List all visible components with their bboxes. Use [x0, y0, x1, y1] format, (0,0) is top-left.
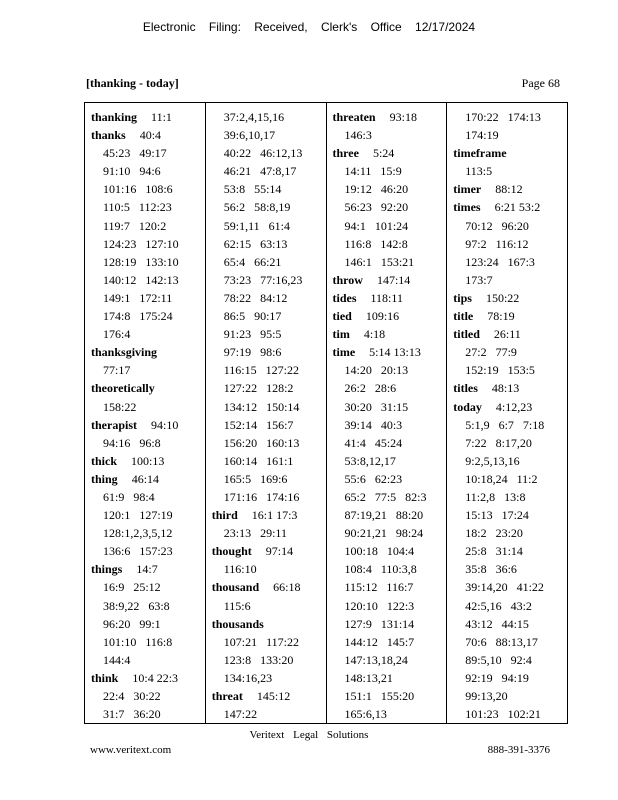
index-page-refs: 123:8 133:20 [223, 652, 294, 667]
index-page-refs: 37:2,4,15,16 [223, 110, 285, 124]
index-page-refs: 5:14 13:13 [369, 345, 421, 360]
index-page-refs: 25:8 31:14 [465, 544, 523, 559]
index-page-refs: 18:2 23:20 [465, 526, 523, 541]
index-page-refs: 61:9 98:4 [103, 489, 155, 504]
index-page-refs: 77:17 [103, 363, 131, 378]
index-range: [thanking - today] [86, 76, 179, 90]
index-entry [453, 144, 567, 162]
index-entry [333, 108, 447, 126]
index-term: tips [453, 290, 472, 305]
index-page-refs: 59:1,11 61:4 [223, 218, 290, 233]
index-page-refs: 94:10 [151, 417, 179, 432]
index-page-refs: 56:23 92:20 [344, 200, 409, 215]
index-page-refs: 91:10 94:6 [103, 164, 161, 179]
index-entry [453, 398, 567, 416]
index-column [446, 103, 567, 723]
index-page-refs: 140:12 142:13 [103, 272, 179, 287]
index-page-refs: 9:2,5,13,16 [465, 453, 520, 468]
index-page-refs: 176:4 [103, 327, 131, 342]
index-page-refs: 127:22 128:2 [223, 381, 294, 396]
index-page-refs: 62:15 63:13 [223, 236, 288, 251]
index-page-refs: 134:16,23 [223, 670, 273, 685]
index-page-refs: 89:5,10 92:4 [465, 652, 532, 667]
index-page-refs: 31:7 36:20 [103, 707, 161, 722]
index-page-refs: 152:14 156:7 [223, 417, 294, 432]
index-page-refs: 26:11 [493, 327, 521, 342]
index-page-refs: 109:16 [365, 309, 400, 324]
index-page-refs: 11:2,8 13:8 [465, 489, 526, 504]
index-page-refs: 65:4 66:21 [223, 254, 282, 269]
index-page-refs: 96:20 99:1 [103, 616, 161, 631]
index-entry [91, 108, 205, 126]
index-page-refs: 150:22 [485, 290, 520, 305]
index-term: tides [332, 290, 357, 305]
index-page-refs: 39:6,10,17 [223, 128, 276, 143]
index-entry [333, 144, 447, 162]
index-page-refs: 39:14,20 41:22 [465, 580, 544, 595]
index-page-refs: 10:18,24 11:2 [465, 471, 538, 486]
index-page-refs: 116:15 127:22 [223, 363, 299, 378]
index-page-refs: 110:5 112:23 [103, 200, 172, 215]
index-entry [333, 307, 447, 325]
index-term: thanking [91, 110, 138, 124]
index-page-refs: 22:4 30:22 [103, 689, 161, 703]
index-page-refs: 16:9 25:12 [103, 580, 161, 595]
index-page-refs: 78:19 [487, 309, 515, 324]
index-term: therapist [91, 417, 137, 432]
index-term: titled [453, 327, 480, 342]
index-page-refs: 65:2 77:5 82:3 [344, 489, 427, 504]
index-page-refs: 149:1 172:11 [103, 290, 173, 305]
index-page-refs: 100:13 [131, 453, 165, 468]
index-page-refs: 45:23 49:17 [103, 146, 167, 161]
index-page-refs: 94:16 96:8 [103, 435, 161, 450]
index-entry [453, 307, 567, 325]
index-page-refs: 6:21 53:2 [494, 200, 541, 215]
index-page-refs: 99:13,20 [465, 689, 508, 703]
index-page-refs: 4:18 [363, 327, 386, 342]
index-page-refs: 116:8 142:8 [344, 236, 408, 251]
index-page-refs: 107:21 117:22 [223, 634, 299, 649]
index-page-refs: 5:1,9 6:7 7:18 [465, 417, 545, 432]
index-page-refs: 101:10 116:8 [103, 634, 173, 649]
index-entry [212, 506, 326, 524]
index-page-refs: 35:8 36:6 [465, 562, 517, 577]
index-page-refs: 156:20 160:13 [223, 435, 300, 450]
index-term: three [332, 146, 359, 161]
index-term: thing [91, 471, 118, 486]
index-page-refs: 66:18 [273, 580, 301, 595]
index-page-refs: 14:20 20:13 [344, 363, 409, 378]
index-entry [453, 325, 567, 343]
index-page-refs: 42:5,16 43:2 [465, 598, 532, 613]
index-term: thousands [211, 616, 264, 631]
index-page-refs: 123:24 167:3 [465, 254, 535, 269]
index-entry [453, 198, 567, 216]
index-page-refs: 165:5 169:6 [223, 471, 288, 486]
index-page-refs: 91:23 95:5 [223, 327, 282, 342]
index-page-refs: 145:12 [256, 689, 291, 703]
index-term: theoretically [91, 381, 155, 396]
index-page-refs: 165:6,13 [344, 707, 387, 722]
index-entry [212, 542, 326, 560]
index-page-refs: 120:10 122:3 [344, 598, 415, 613]
index-page-refs: 41:4 45:24 [344, 435, 403, 450]
page-number: Page 68 [521, 76, 560, 90]
index-entry [91, 379, 205, 397]
index-page-refs: 120:1 127:19 [103, 508, 173, 523]
index-entry [91, 470, 205, 488]
index-page-refs: 78:22 84:12 [223, 290, 288, 305]
index-column [205, 103, 326, 723]
index-page-refs: 148:13,21 [344, 670, 393, 685]
index-page-refs: 97:2 116:12 [465, 236, 529, 251]
index-page-refs: 174:8 175:24 [103, 309, 173, 324]
index-term: titles [453, 381, 478, 396]
index-page-refs: 116:10 [223, 562, 257, 577]
index-term: timer [453, 182, 482, 197]
index-page-refs: 70:6 88:13,17 [465, 634, 538, 649]
index-page-refs: 101:23 102:21 [465, 707, 541, 722]
index-page-refs: 144:12 145:7 [344, 634, 415, 649]
index-term: thanks [91, 128, 126, 143]
index-page-refs: 10:4 22:3 [132, 670, 179, 685]
index-term: threaten [332, 110, 376, 124]
index-column [85, 103, 205, 723]
index-page-refs: 158:22 [103, 399, 137, 414]
index-page-refs: 174:19 [465, 128, 499, 143]
index-entry [91, 452, 205, 470]
index-page-refs: 48:13 [491, 381, 520, 396]
index-page-refs: 147:13,18,24 [344, 652, 408, 667]
index-page-refs: 94:1 101:24 [344, 218, 409, 233]
index-term: threat [211, 689, 243, 703]
index-page-refs: 43:12 44:15 [465, 616, 529, 631]
index-entry [333, 343, 447, 361]
index-page-refs: 134:12 150:14 [223, 399, 300, 414]
index-entry [453, 379, 567, 397]
index-page-refs: 92:19 94:19 [465, 670, 529, 685]
index-entry [91, 560, 205, 578]
index-page-refs: 30:20 31:15 [344, 399, 409, 414]
index-page-refs: 4:12,23 [495, 399, 533, 414]
index-page-refs: 39:14 40:3 [344, 417, 403, 432]
index-term: things [91, 562, 123, 577]
index-term: throw [332, 272, 363, 287]
index-page-refs: 40:22 46:12,13 [223, 146, 303, 161]
index-entry [91, 416, 205, 434]
index-entry [453, 180, 567, 198]
index-page-refs: 14:11 15:9 [344, 164, 402, 179]
index-term: thanksgiving [91, 345, 158, 360]
footer-phone: 888-391-3376 [487, 744, 550, 756]
index-page-refs: 152:19 153:5 [465, 363, 535, 378]
index-page-refs: 118:11 [370, 290, 403, 305]
index-term: times [453, 200, 481, 215]
index-term: tim [332, 327, 350, 342]
index-page-refs: 70:12 96:20 [465, 218, 529, 233]
filing-stamp: Electronic Filing: Received, Clerk's Office 12/17/2024 [142, 20, 476, 34]
index-entry [333, 271, 447, 289]
index-page-refs: 108:4 110:3,8 [344, 562, 417, 577]
index-page-refs: 16:1 17:3 [251, 508, 298, 523]
index-page-refs: 14:7 [136, 562, 158, 577]
index-page-refs: 97:14 [265, 544, 294, 559]
index-page-refs: 23:13 29:11 [223, 526, 287, 541]
index-page-refs: 46:14 [131, 471, 160, 486]
index-page-refs: 170:22 174:13 [465, 110, 541, 124]
index-entry [212, 687, 326, 705]
index-page-refs: 38:9,22 63:8 [103, 598, 170, 613]
index-entry [91, 126, 205, 144]
index-term: time [332, 345, 356, 360]
index-page-refs: 53:8 55:14 [223, 182, 282, 197]
index-term: thick [91, 453, 118, 468]
index-entry [333, 289, 447, 307]
index-page-refs: 151:1 155:20 [344, 689, 415, 703]
index-page-refs: 5:24 [372, 146, 395, 161]
index-page-refs: 136:6 157:23 [103, 544, 173, 559]
index-page-refs: 46:21 47:8,17 [223, 164, 297, 179]
index-page-refs: 124:23 127:10 [103, 236, 179, 251]
index-page-refs: 19:12 46:20 [344, 182, 409, 197]
index-page-refs: 115:12 116:7 [344, 580, 414, 595]
index-page-refs: 147:14 [376, 272, 411, 287]
index-page-refs: 15:13 17:24 [465, 508, 529, 523]
index-page-refs: 101:16 108:6 [103, 182, 173, 197]
index-page-refs: 144:4 [103, 652, 131, 667]
index-term: thousand [211, 580, 260, 595]
word-index-table [84, 102, 568, 724]
index-entry [91, 669, 205, 687]
index-page-refs: 11:1 [151, 110, 172, 124]
index-page-refs: 115:6 [223, 598, 251, 613]
index-page-refs: 53:8,12,17 [344, 453, 396, 468]
index-page-refs: 88:12 [495, 182, 523, 197]
footer-website: www.veritext.com [90, 744, 172, 756]
index-page-refs: 146:3 [344, 128, 372, 143]
index-page-refs: 128:19 133:10 [103, 254, 179, 269]
index-page-refs: 73:23 77:16,23 [223, 272, 303, 287]
index-term: third [211, 508, 238, 523]
index-entry [212, 578, 326, 596]
index-page-refs: 119:7 120:2 [103, 218, 167, 233]
index-entry [453, 289, 567, 307]
index-page-refs: 128:1,2,3,5,12 [103, 526, 173, 541]
index-page-refs: 147:22 [223, 707, 258, 722]
index-term: tied [332, 309, 352, 324]
index-entry [333, 325, 447, 343]
index-term: timeframe [453, 146, 507, 161]
index-page-refs: 56:2 58:8,19 [223, 200, 291, 215]
index-page-refs: 40:4 [139, 128, 162, 143]
index-entry [91, 343, 205, 361]
index-page-refs: 93:18 [389, 110, 417, 124]
index-entry [212, 615, 326, 633]
index-page-refs: 127:9 131:14 [344, 616, 415, 631]
index-page-refs: 26:2 28:6 [344, 381, 397, 396]
index-term: title [453, 309, 474, 324]
index-page-refs: 97:19 98:6 [223, 345, 282, 360]
index-term: today [453, 399, 482, 414]
index-page-refs: 86:5 90:17 [223, 309, 282, 324]
index-page-refs: 173:7 [465, 272, 493, 287]
index-page-refs: 146:1 153:21 [344, 254, 415, 269]
index-page-refs: 7:22 8:17,20 [465, 435, 532, 450]
footer-company: Veritext Legal Solutions [249, 729, 369, 741]
index-term: thought [211, 544, 252, 559]
index-page-refs: 100:18 104:4 [344, 544, 415, 559]
index-page-refs: 113:5 [465, 164, 493, 179]
index-page-refs: 171:16 174:16 [223, 489, 300, 504]
index-page-refs: 27:2 77:9 [465, 345, 517, 360]
index-page-refs: 87:19,21 88:20 [344, 508, 424, 523]
index-page-refs: 90:21,21 98:24 [344, 526, 424, 541]
index-column [326, 103, 447, 723]
index-page-refs: 160:14 161:1 [223, 453, 294, 468]
index-page-refs: 55:6 62:23 [344, 471, 403, 486]
index-term: think [91, 670, 119, 685]
